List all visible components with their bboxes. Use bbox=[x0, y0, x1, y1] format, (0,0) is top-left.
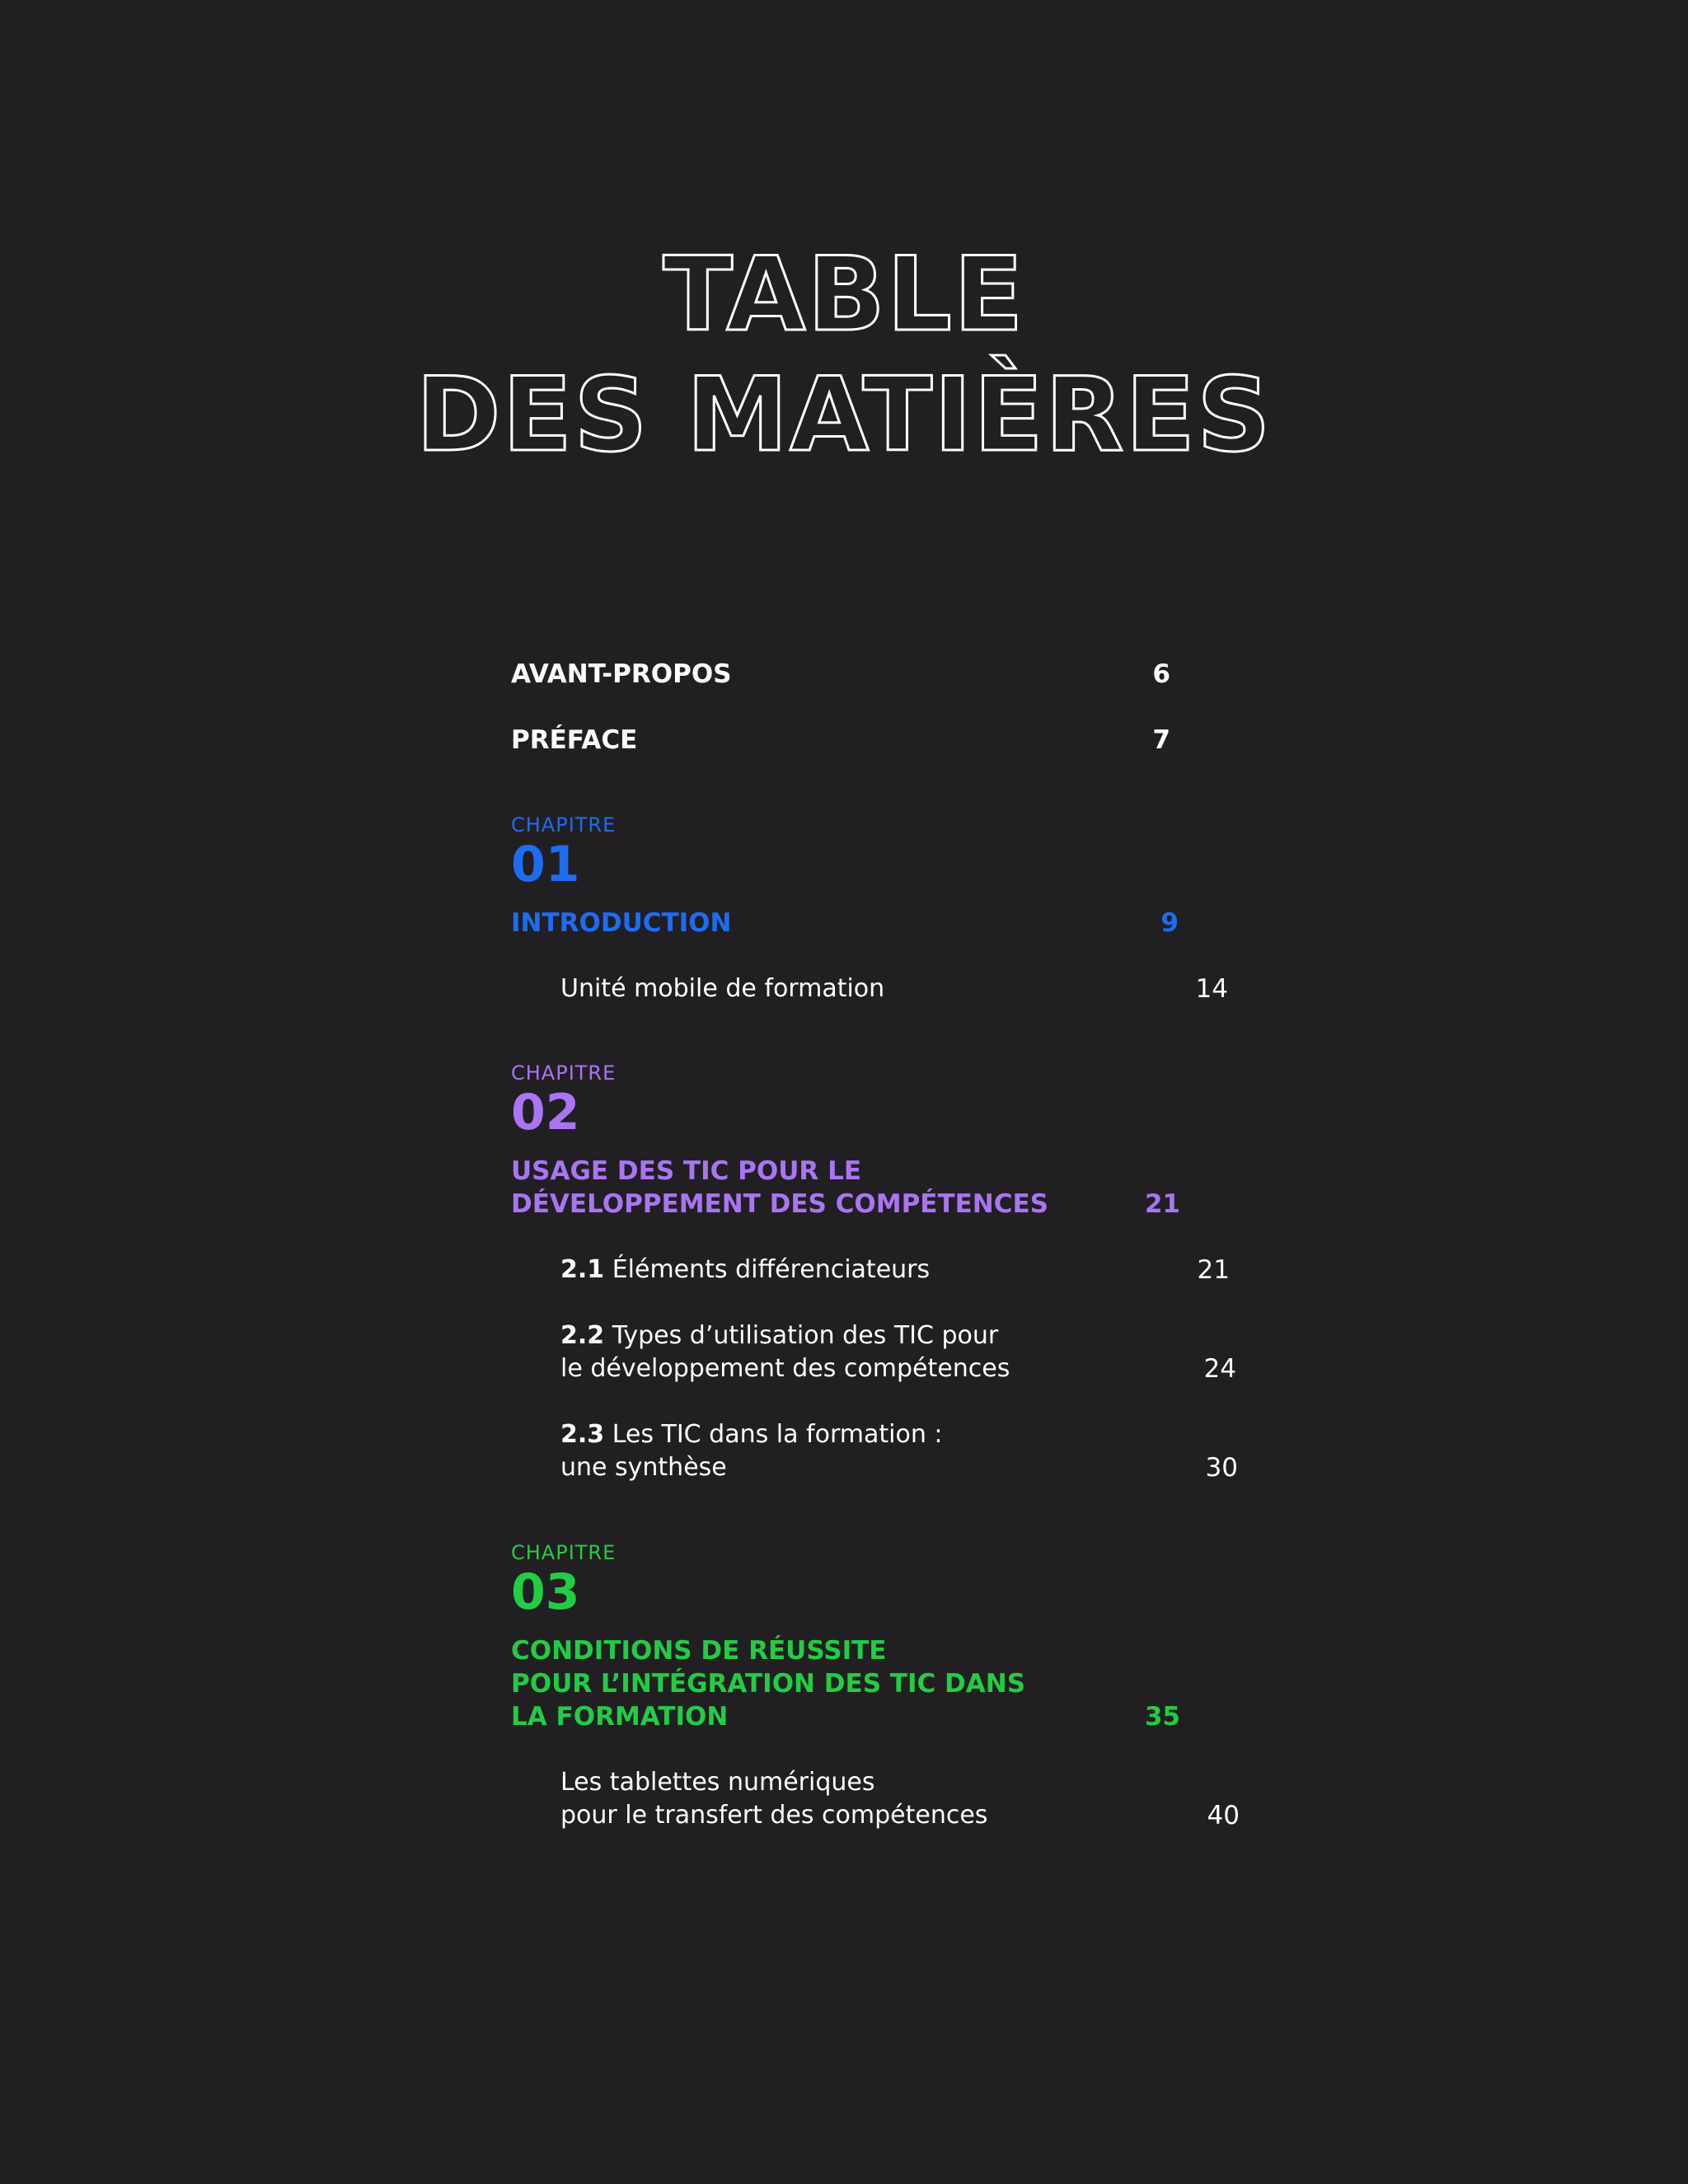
section-entry[interactable] bbox=[511, 972, 1236, 1005]
chapter-title-line: POUR L’INTÉGRATION DES TIC DANS bbox=[511, 1669, 1026, 1699]
chapter-1-entry[interactable] bbox=[511, 907, 1187, 940]
section-title-line: 2.3 Les TIC dans la formation : bbox=[560, 1420, 943, 1449]
page-title bbox=[0, 235, 1688, 476]
toc-entry-page: 6 bbox=[1152, 659, 1170, 689]
section-number: 2.2 bbox=[560, 1321, 605, 1350]
chapter-1-label: CHAPITRE bbox=[511, 813, 617, 837]
chapter-3-label: CHAPITRE bbox=[511, 1541, 617, 1564]
chapter-2-label: CHAPITRE bbox=[511, 1062, 617, 1085]
title-line-1: TABLE bbox=[663, 236, 1025, 354]
chapter-2-number: 02 bbox=[511, 1084, 580, 1141]
section-page: 30 bbox=[1205, 1453, 1238, 1483]
chapter-page: 9 bbox=[1160, 908, 1179, 938]
section-entry[interactable] bbox=[511, 1254, 1236, 1286]
section-number: 2.3 bbox=[560, 1420, 605, 1449]
section-title-line: pour le transfert des compétences bbox=[560, 1801, 988, 1830]
section-entry[interactable] bbox=[511, 1319, 1236, 1385]
chapter-title-line: INTRODUCTION bbox=[511, 908, 732, 938]
chapter-3-entry[interactable] bbox=[511, 1634, 1187, 1733]
chapter-title-line: DÉVELOPPEMENT DES COMPÉTENCES bbox=[511, 1189, 1048, 1219]
section-number: 2.1 bbox=[560, 1255, 605, 1284]
chapter-title-line: USAGE DES TIC POUR LE bbox=[511, 1156, 861, 1186]
section-title-line: le développement des compétences bbox=[560, 1354, 1010, 1383]
section-title-line: 2.1 Éléments différenciateurs bbox=[560, 1255, 931, 1284]
section-page: 24 bbox=[1203, 1354, 1236, 1384]
section-entry[interactable] bbox=[511, 1418, 1236, 1484]
section-title-line: Les tablettes numériques bbox=[560, 1768, 875, 1797]
toc-entry-page: 7 bbox=[1152, 725, 1170, 755]
toc-entry-label: PRÉFACE bbox=[511, 725, 638, 755]
section-title-line: 2.2 Types d’utilisation des TIC pour bbox=[560, 1321, 999, 1350]
section-page: 40 bbox=[1207, 1801, 1240, 1830]
chapter-3-number: 03 bbox=[511, 1563, 580, 1621]
toc-entry-preface[interactable] bbox=[511, 724, 1187, 757]
toc-entry-label: AVANT-PROPOS bbox=[511, 659, 732, 689]
toc-entry-avant-propos[interactable] bbox=[511, 658, 1187, 691]
chapter-1-number: 01 bbox=[511, 836, 580, 893]
section-entry[interactable] bbox=[511, 1766, 1240, 1832]
section-title-line: Unité mobile de formation bbox=[560, 974, 885, 1003]
chapter-page: 21 bbox=[1144, 1189, 1180, 1219]
section-page: 14 bbox=[1195, 974, 1228, 1004]
title-line-2: DES MATIÈRES bbox=[415, 356, 1273, 475]
chapter-2-entry[interactable] bbox=[511, 1155, 1187, 1221]
section-title-line: une synthèse bbox=[560, 1453, 727, 1482]
section-page: 21 bbox=[1197, 1255, 1230, 1285]
chapter-title-line: LA FORMATION bbox=[511, 1702, 729, 1732]
chapter-title-line: CONDITIONS DE RÉUSSITE bbox=[511, 1636, 887, 1666]
chapter-page: 35 bbox=[1144, 1702, 1180, 1732]
